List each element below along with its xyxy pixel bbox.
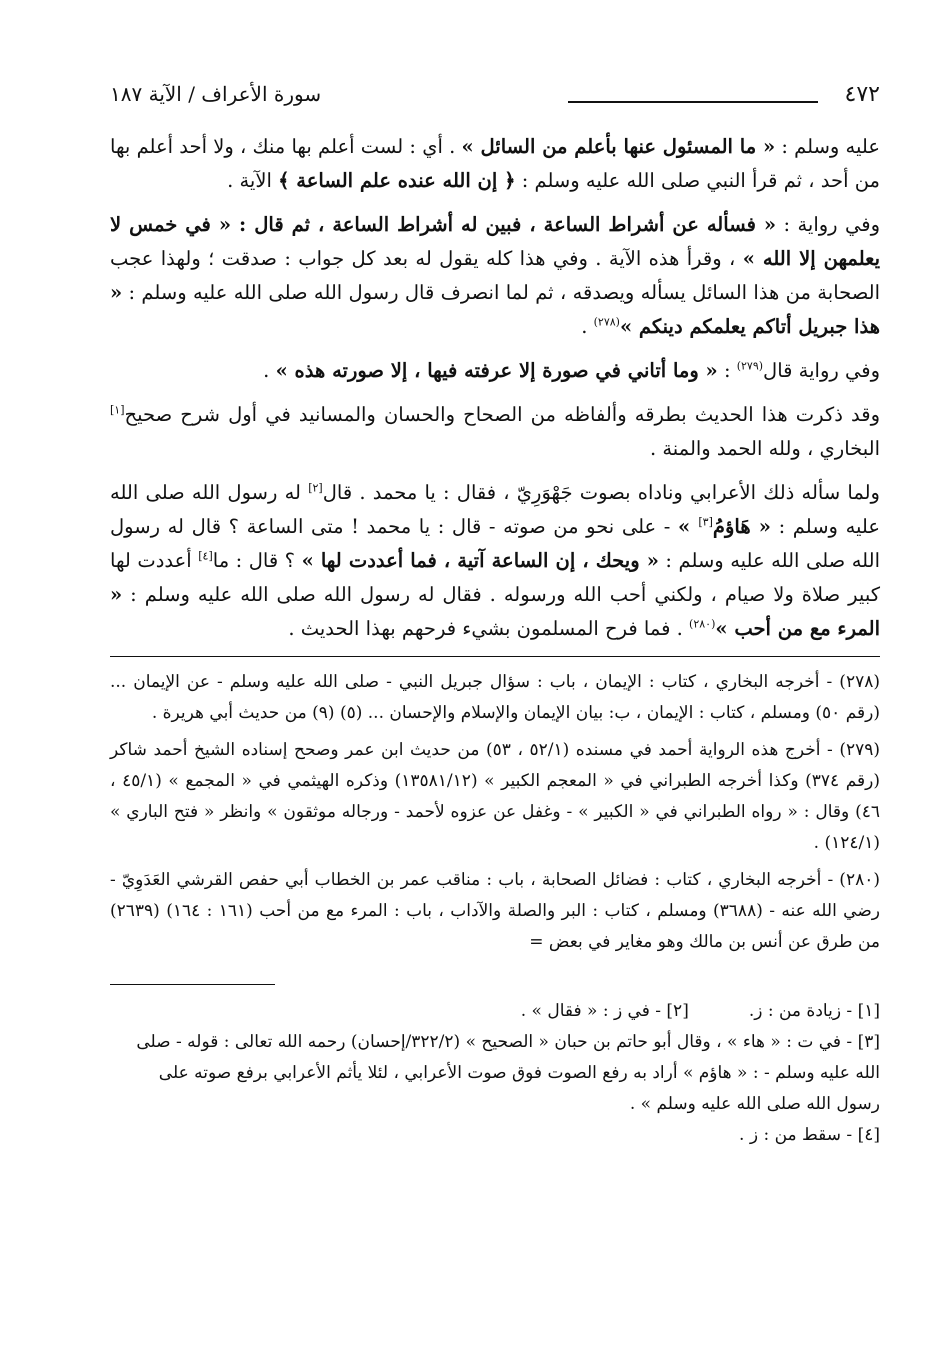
- variant-4: [٤] - سقط من : ز .: [739, 1125, 880, 1145]
- header-rule: [568, 101, 818, 103]
- quran-quote: ﴿ إن الله عنده علم الساعة ﴾: [278, 169, 516, 192]
- paragraph-5: [110, 476, 880, 646]
- hadith-quote: « ما المسئول عنها بأعلم من السائل »: [461, 135, 776, 158]
- page-header: [110, 80, 880, 116]
- hadith-quote: « هذا جبريل أتاكم يعلمكم دينكم »: [110, 281, 880, 338]
- variant-ref: [٢]: [308, 481, 323, 495]
- text: ولما سأله ذلك الأعرابي وناداه بصوت جَهْوَرِيّ ، فقال : يا محمد . قال: [322, 481, 880, 504]
- paragraph-1: [110, 130, 880, 198]
- paragraph-2: [110, 208, 880, 344]
- text: . فما فرح المسلمون بشيء فرحهم بهذا الحديث .: [288, 617, 690, 640]
- variant-2: [٢] - في ز : « فقال » .: [520, 1001, 689, 1021]
- variant-ref: [٤]: [198, 549, 213, 563]
- hadith-quote: « ويحك ، إن الساعة آتية ، فما أعددت لها »: [301, 549, 659, 572]
- footnote-279: (٢٧٩) - أخرج هذه الرواية أحمد في مسنده (٥٢/١ ، ٥٣) من حديث ابن عمر وصحح إسناده الشيخ أحمد شاكر (رقم ٣٧٤) وكذا أخرجه الطبراني في « المعجم الكبير » (١٣٥٨١/١٢) وذكره الهيثمي في « المجمع » (٤٥/١ ، ٤٦) وقال : « رواه الطبراني في « الكبير » - وغفل عن عزوه لأحمد - ورجاله موثقون » وانظر « فتح الباري » (١٢٤/١) .: [110, 740, 881, 853]
- text: .: [581, 315, 594, 338]
- variant-ref: [٣]: [698, 515, 713, 529]
- text: ، وقرأ هذه الآية . وفي هذا كله يقول له بعد كل جواب : صدقت ؛ ولهذا عجب الصحابة من هذا السائل يسأله ويصدقه ، ثم لما انصرف قال رسول الله صلى الله عليه وسلم :: [110, 247, 880, 304]
- variant-row: [110, 996, 880, 1027]
- footnote-divider: [110, 656, 880, 657]
- hadith-quote: « هَاؤمُ: [712, 515, 771, 538]
- page-number: ٤٧٢: [844, 82, 880, 107]
- hadith-quote: « فسأله عن أشراط الساعة ، فبين له أشراط الساعة ، ثم قال : « في خمس لا يعلمهن إلا الله »: [110, 213, 880, 270]
- text: - على نحو من صوته - قال : يا محمد ! متى الساعة ؟ قال له رسول الله صلى الله عليه وسلم :: [110, 515, 880, 572]
- text: عليه وسلم :: [775, 135, 880, 158]
- footnote-ref: (٢٧٩): [736, 359, 764, 373]
- text: له رسول الله صلى الله عليه وسلم :: [110, 481, 881, 538]
- hadith-quote: « وما أتاني في صورة إلا عرفته فيها ، إلا صورته هذه »: [275, 359, 718, 382]
- text: أعددت لها كبير صلاة ولا صيام ، ولكني أحب الله ورسوله . فقال له رسول الله صلى الله عليه وسلم :: [110, 549, 880, 606]
- text: الآية .: [227, 169, 279, 192]
- footnotes: [110, 667, 880, 958]
- text: . أي : لست أعلم بها منك ، ولا أحد أعلم بها من أحد ، ثم قرأ النبي صلى الله عليه وسلم :: [110, 135, 880, 192]
- hadith-quote: »: [677, 515, 699, 538]
- footnote-ref: (٢٧٨): [593, 315, 620, 329]
- manuscript-variants: [110, 996, 880, 1151]
- variants-divider: [110, 984, 275, 985]
- text: وفي رواية :: [776, 213, 880, 236]
- variant-3: [٣] - في ت : « هاء » ، وقال أبو حاتم بن حبان « الصحيح » (٣٢٢/٢/إحسان) رحمه الله تعالى : قوله - صلى الله عليه وسلم - : « هاؤم » أراد به رفع الصوت فوق صوت الأعرابي ، لئلا يأثم الأعرابي برفع صوته على رسول الله صلى الله عليه وسلم » .: [136, 1032, 880, 1114]
- footnote-ref: (٢٨٠): [689, 617, 716, 631]
- surah-title: سورة الأعراف / الآية ١٨٧: [110, 82, 322, 106]
- book-page: [110, 80, 880, 1260]
- text: البخاري ، ولله الحمد والمنة .: [649, 437, 880, 460]
- footnote-278: (٢٧٨) - أخرجه البخاري ، كتاب : الإيمان ، باب : سؤال جبريل النبي - صلى الله عليه وسلم - عن الإيمان ... (رقم ٥٠) ومسلم ، كتاب : الإيمان ، ب: بيان الإيمان والإسلام والإحسان ... (٥) (٩) من حديث أبي هريرة .: [110, 672, 880, 723]
- paragraph-4: [110, 398, 880, 466]
- text: ؟ قال : ما: [212, 549, 302, 572]
- variant-ref: [١]: [110, 403, 125, 417]
- text: :: [717, 359, 737, 382]
- variant-1: [١] - زيادة من : ز.: [748, 1001, 880, 1021]
- text: وفي رواية قال: [763, 359, 880, 382]
- variants-divider-wrap: [110, 984, 880, 996]
- text: .: [263, 359, 276, 382]
- footnote-280: (٢٨٠) - أخرجه البخاري ، كتاب : فضائل الصحابة ، باب : مناقب عمر بن الخطاب أبي حفص القرشي العَدَوِيّ - رضي الله عنه - (٣٦٨٨) ومسلم ، كتاب : البر والصلة والآداب ، باب : المرء مع من أحب (١٦١ : ١٦٤) (٢٦٣٩) من طرق عن أنس بن مالك وهو مغاير في بعض =: [110, 870, 880, 952]
- hadith-quote: « المرء مع من أحب »: [110, 583, 880, 640]
- paragraph-3: [110, 354, 880, 388]
- main-text: [110, 130, 880, 646]
- text: وقد ذكرت هذا الحديث بطرقه وألفاظه من الصحاح والحسان والمسانيد في أول شرح صحيح: [124, 403, 880, 426]
